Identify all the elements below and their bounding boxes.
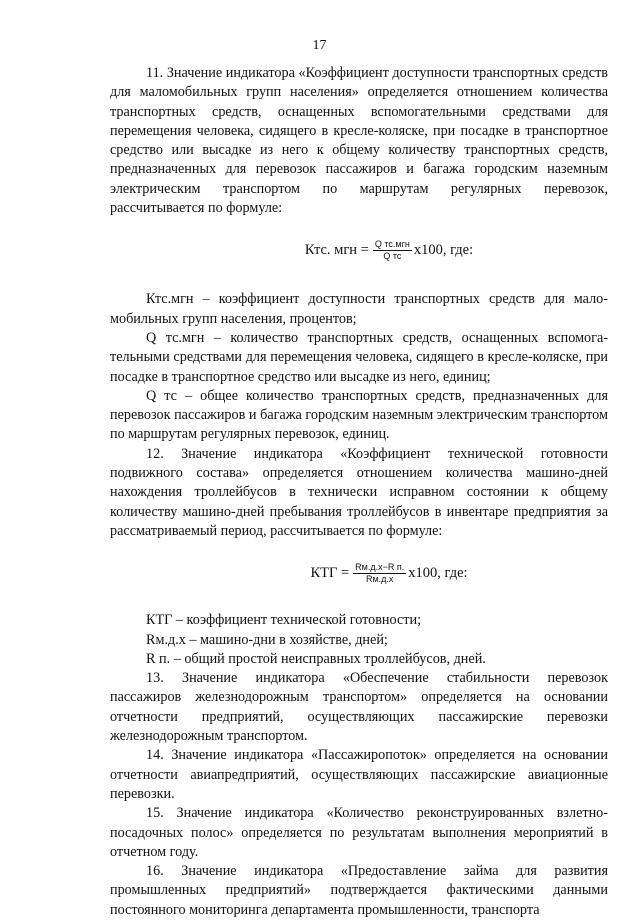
paragraph-13: 13. Значение индикатора «Обеспечение стабильности перевозок пассажиров железнодорожным транспортом» определяется на основании отчетности предприятий, осуществляющих пассажирские перевозки железнодорожным транспортом.: [110, 670, 608, 745]
definition-q-tc-mgn: Q тс.мгн – количество транспортных средств, оснащенных вспомогательными средствами для перемещения человека, сидящего в кресле-коляске, при посадке в транспортное средство или высадке из него, единиц;: [110, 329, 608, 385]
paragraph-14: 14. Значение индикатора «Пассажиропоток» определяется на основании отчетности авиапредприятий, осуществляющих пассажирские авиационные перевозки.: [110, 747, 608, 802]
formula-numerator: Rм.д.х−R п.: [355, 561, 405, 572]
formula-accessibility-coefficient: [110, 230, 608, 270]
formula-denominator: Q тс: [383, 250, 402, 261]
formula-numerator: Q тс.мгн: [374, 238, 410, 249]
formula-denominator: Rм.д.х: [365, 573, 394, 584]
definition-q-tc: Q тс – общее количество транспортных средств, предназначенных для перевозок пассажиров и багажа городским наземным электрическим транспортом по маршрутам регулярных перевозок, единиц.: [110, 387, 608, 443]
definition-ktc-mgn: Ктс.мгн – коэффициент доступности транспортных средств для маломобильных групп населения, процентов;: [110, 291, 608, 327]
definition-ktg: КТГ – коэффициент технической готовности;: [146, 612, 422, 629]
formula-technical-readiness: [110, 553, 608, 593]
formula-lhs: Ктс. мгн =: [304, 241, 369, 258]
formula-lhs: КТГ =: [310, 564, 350, 581]
paragraph-16: 16. Значение индикатора «Предоставление займа для развития промышленных предприятий» подтверждается фактическими данными постоянного мониторинга департамента промышленности, транспорта: [110, 863, 608, 918]
paragraph-12: 12. Значение индикатора «Коэффициент технической готовности подвижного состава» определяется отношением количества машино-дней нахождения троллейбусов в технически исправном состоянии к общему количеству машино-дней пребывания троллейбусов в инвентаре предприятия за рассматриваемый период, рассчитывается по формуле:: [110, 445, 608, 539]
document-body: [110, 64, 608, 920]
definition-rp: R п. – общий простой неисправных троллейбусов, дней.: [146, 650, 486, 667]
formula-rhs: х100, где:: [408, 564, 468, 581]
paragraph-15: 15. Значение индикатора «Количество реконструированных взлетно-посадочных полос» определяется по результатам выполнения мероприятий в отчетном году.: [110, 805, 608, 860]
paragraph-11: 11. Значение индикатора «Коэффициент доступности транспортных средств для маломобильных групп населения» определяется отношением количества транспортных средств, оснащенных вспомогательными средствами для перемещения человека, сидящего в кресле-коляске, при посадке в транспортное средство или высадке из него к общему количеству транспортных средств, предназначенных для перевозок пассажиров и багажа городским наземным электрическим транспортом по маршрутам регулярных перевозок, рассчитывается по формуле:: [110, 65, 608, 217]
page-number: 17: [312, 38, 327, 53]
definition-rmdx: Rм.д.х – машино-дни в хозяйстве, дней;: [146, 631, 388, 648]
formula-fraction: [353, 562, 406, 585]
formula-rhs: х100, где:: [413, 241, 474, 258]
formula-fraction: [373, 239, 412, 262]
